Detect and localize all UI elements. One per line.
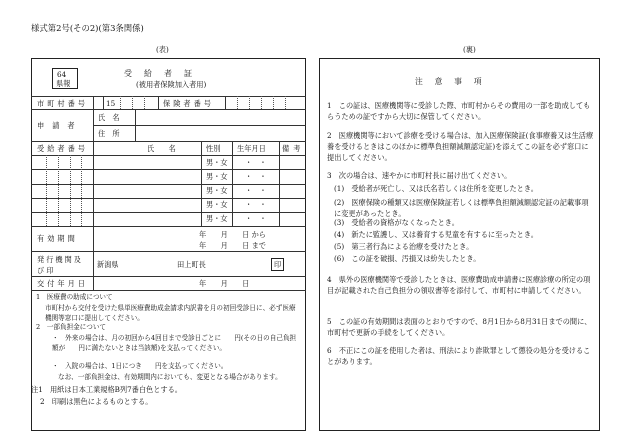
seal-char: 印: [274, 260, 282, 269]
front-note-2-inpatient: ・ 入院の場合は、1日につき 円を支払ってください。: [52, 362, 228, 370]
front-label: (表): [156, 45, 169, 54]
validity-to: 年 月 日 まで: [199, 241, 266, 250]
issuer-label: 発行機関及び印: [37, 255, 83, 275]
gender-option[interactable]: 男・女: [206, 158, 228, 167]
back-item-3-4: (4) 新たに監護し、又は養育する児童を有するに至ったとき。: [334, 230, 538, 239]
front-note-1-body: 市町村から交付を受けた県単医療費助成金請求内訳書を月の初回受診日に、必ず医療機関等窓口に提出してください。: [45, 304, 296, 322]
birthdate-dots[interactable]: ・ ・: [245, 200, 267, 209]
back-item-3-1: (1) 受給者が死亡し、又は氏名若しくは住所を変更したとき。: [334, 184, 538, 193]
back-item-6: 6 不正にこの証を使用した者は、刑法により詐欺罪として懲役の処分を受けることがあります。: [327, 346, 591, 367]
certificate-title: 受 給 者 証: [124, 69, 194, 78]
back-label: (裏): [463, 45, 476, 54]
birthdate-label: 生年月日: [237, 144, 266, 153]
applicant-label: 申請者: [37, 121, 83, 130]
back-item-3-3: (3) 受給者の資格がなくなったとき。: [334, 218, 459, 227]
front-note-2: 2 一部負担金について: [36, 323, 107, 331]
birthdate-dots[interactable]: ・ ・: [245, 158, 267, 167]
back-title: 注 意 事 項: [415, 77, 484, 86]
validity-label: 有効期間: [37, 234, 78, 243]
front-note-2-outpatient: ・ 外来の場合は、月の初回から4回目まで受診日ごとに 円(その日の自己負担額が 円に満たないときは当該額)を支払ってください。: [52, 334, 297, 352]
back-item-2: 2 医療機関等において診療を受ける場合は、加入医療保険証(食事療養又は生活療養を受けるときはこのほかに標準負担額減額認定証)を添えてこの証を必ず窓口に提出してください。: [327, 131, 594, 163]
prefecture-name: 県報: [56, 79, 71, 88]
applicant-name-label: 氏 名: [98, 113, 120, 122]
front-note-2-remark: なお、一部負担金は、有効期間内においても、変更となる場合があります。: [58, 373, 282, 381]
back-item-3-2: (2) 医療保険の種類又は医療保険証若しくは標準負担額減額認定証の記載事項に変更があったとき。: [334, 198, 589, 219]
back-item-3-6: (6) この証を破損、汚損又は紛失したとき。: [334, 254, 481, 263]
front-note-1: 1 医療費の助成について: [36, 293, 113, 301]
back-item-3: 3 次の場合は、速やかに市町村長に届け出てください。: [327, 171, 512, 180]
back-item-5: 5 この証の有効期間は表面のとおりですので、8月1日から8月31日までの間に、市町村で更新の手続をしてください。: [327, 317, 592, 338]
applicant-address-label: 住 所: [98, 129, 120, 138]
remarks-label: 備考: [282, 144, 305, 153]
gender-option[interactable]: 男・女: [206, 214, 228, 223]
back-item-3-5: (5) 第三者行為による治療を受けたとき。: [334, 242, 474, 251]
back-item-1: 1 この証は、医療機関等に受診した際、市町村からその費用の一部を助成してもらうための証ですから大切に保管してください。: [327, 101, 591, 122]
issue-date-label: 交付年月日: [37, 279, 88, 288]
gender-option[interactable]: 男・女: [206, 186, 228, 195]
municipality-number-label: 市町村番号: [37, 99, 88, 108]
issuer-town: 新潟県: [97, 260, 119, 269]
insurer-number-label: 保険者番号: [163, 99, 214, 108]
gender-option[interactable]: 男・女: [206, 200, 228, 209]
birthdate-dots[interactable]: ・ ・: [245, 172, 267, 181]
footnote-1: 注1 用紙は日本工業規格B列7番白色とする。: [31, 385, 182, 394]
gender-label: 性別: [206, 144, 221, 153]
prefecture-code: 64: [57, 70, 67, 79]
validity-from: 年 月 日 から: [199, 230, 266, 239]
issuer-mayor: 田上町長: [177, 260, 206, 269]
footnote-2: 2 印刷は黒色によるものとする。: [40, 397, 153, 406]
back-item-4: 4 県外の医療機関等で受診したときは、医療費助成申請書に医療診療の所定の項目が記載された自己負担分の領収書等を添付して、市町村に申請してください。: [327, 275, 591, 296]
recipient-number-label: 受給者番号: [37, 144, 88, 153]
issue-date-value: 年 月 日: [199, 279, 250, 288]
birthdate-dots[interactable]: ・ ・: [245, 186, 267, 195]
certificate-subtitle: (被用者保険加入者用): [136, 80, 207, 89]
form-title: 様式第2号(その2)(第3条関係): [31, 23, 144, 33]
gender-option[interactable]: 男・女: [206, 172, 228, 181]
municipality-number-value[interactable]: 15: [106, 99, 116, 108]
person-name-label: 氏 名: [147, 144, 176, 153]
birthdate-dots[interactable]: ・ ・: [245, 214, 267, 223]
